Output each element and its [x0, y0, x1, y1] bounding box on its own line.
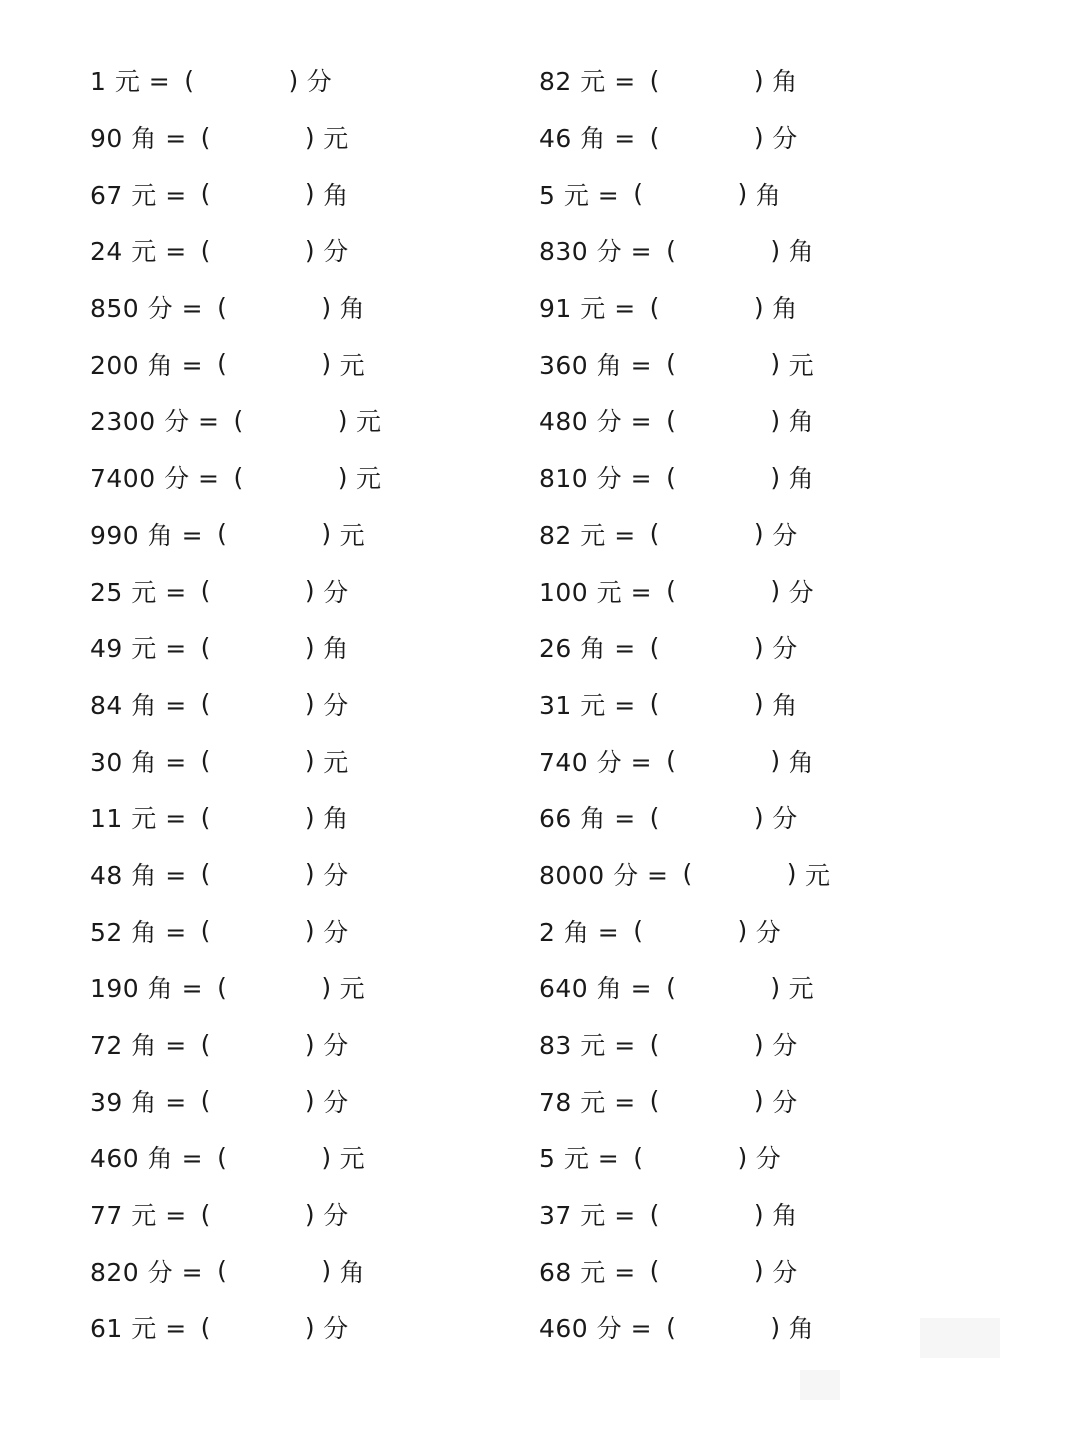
close-paren: ) — [321, 519, 332, 549]
target-unit: 元 — [339, 1144, 366, 1174]
given-amount: 810 分 = — [539, 464, 653, 494]
open-paren: ( — [666, 746, 677, 776]
conversion-problem — [539, 1186, 959, 1243]
conversion-problem — [539, 449, 959, 506]
close-paren: ) — [770, 972, 781, 1002]
given-amount: 740 分 = — [539, 747, 653, 777]
target-unit: 分 — [755, 917, 782, 947]
close-paren: ) — [304, 179, 316, 209]
conversion-problem — [90, 52, 510, 109]
open-paren: ( — [233, 405, 244, 435]
open-paren: ( — [217, 349, 228, 379]
target-unit: 角 — [755, 180, 782, 210]
conversion-problem — [539, 165, 959, 222]
conversion-problem — [90, 789, 510, 846]
conversion-problem — [539, 676, 959, 733]
close-paren: ) — [753, 632, 765, 662]
given-amount: 90 角 = — [90, 124, 187, 154]
open-paren: ( — [666, 405, 677, 435]
close-paren: ) — [753, 519, 765, 549]
conversion-problem — [90, 165, 510, 222]
given-amount: 82 元 = — [539, 67, 636, 97]
open-paren: ( — [649, 65, 660, 95]
given-amount: 25 元 = — [90, 577, 187, 607]
conversion-problem — [539, 222, 959, 279]
close-paren: ) — [304, 746, 316, 776]
close-paren: ) — [304, 235, 316, 265]
close-paren: ) — [304, 122, 316, 152]
close-paren: ) — [304, 689, 316, 719]
open-paren: ( — [217, 972, 228, 1002]
conversion-problem — [539, 392, 959, 449]
open-paren: ( — [649, 1029, 660, 1059]
conversion-problem — [90, 449, 510, 506]
target-unit: 角 — [772, 690, 798, 720]
target-unit: 元 — [323, 747, 349, 777]
open-paren: ( — [649, 1199, 660, 1229]
given-amount: 66 角 = — [539, 804, 636, 834]
target-unit: 分 — [323, 1201, 349, 1231]
given-amount: 49 元 = — [90, 634, 187, 664]
close-paren: ) — [786, 859, 797, 889]
open-paren: ( — [200, 859, 211, 889]
close-paren: ) — [770, 462, 781, 492]
close-paren: ) — [770, 405, 781, 435]
conversion-problem — [90, 279, 510, 336]
conversion-problem — [90, 335, 510, 392]
target-unit: 角 — [788, 407, 815, 437]
close-paren: ) — [304, 576, 316, 606]
scan-smudge — [920, 1318, 1000, 1358]
open-paren: ( — [200, 1312, 211, 1342]
given-amount: 820 分 = — [90, 1257, 204, 1287]
target-unit: 分 — [772, 520, 798, 550]
open-paren: ( — [633, 916, 644, 946]
close-paren: ) — [753, 1256, 765, 1286]
given-amount: 48 角 = — [90, 860, 187, 890]
close-paren: ) — [321, 1256, 332, 1286]
close-paren: ) — [321, 1142, 332, 1172]
conversion-problem — [90, 1016, 510, 1073]
close-paren: ) — [770, 349, 781, 379]
given-amount: 480 分 = — [539, 407, 653, 437]
open-paren: ( — [649, 1256, 660, 1286]
given-amount: 190 角 = — [90, 974, 204, 1004]
target-unit: 元 — [805, 860, 831, 890]
given-amount: 11 元 = — [90, 804, 187, 834]
given-amount: 830 分 = — [539, 237, 653, 267]
open-paren: ( — [217, 292, 228, 322]
close-paren: ) — [753, 65, 765, 95]
close-paren: ) — [737, 916, 748, 946]
close-paren: ) — [304, 916, 316, 946]
given-amount: 68 元 = — [539, 1257, 636, 1287]
open-paren: ( — [633, 179, 644, 209]
conversion-problem — [90, 1129, 510, 1186]
conversion-problem — [90, 506, 510, 563]
target-unit: 元 — [339, 350, 366, 380]
close-paren: ) — [304, 632, 316, 662]
close-paren: ) — [770, 235, 781, 265]
target-unit: 分 — [323, 690, 349, 720]
target-unit: 分 — [323, 1087, 349, 1117]
given-amount: 26 角 = — [539, 634, 636, 664]
conversion-problem — [90, 392, 510, 449]
close-paren: ) — [288, 65, 299, 95]
open-paren: ( — [649, 519, 660, 549]
close-paren: ) — [321, 972, 332, 1002]
given-amount: 990 角 = — [90, 520, 204, 550]
close-paren: ) — [753, 802, 765, 832]
close-paren: ) — [753, 1029, 765, 1059]
given-amount: 360 角 = — [539, 350, 653, 380]
conversion-problem — [539, 1016, 959, 1073]
target-unit: 分 — [772, 1257, 798, 1287]
conversion-problem — [90, 1072, 510, 1129]
conversion-problem — [539, 279, 959, 336]
given-amount: 8000 分 = — [539, 860, 669, 890]
close-paren: ) — [304, 1029, 316, 1059]
open-paren: ( — [649, 632, 660, 662]
target-unit: 分 — [306, 67, 333, 97]
target-unit: 分 — [772, 1031, 798, 1061]
given-amount: 640 角 = — [539, 974, 653, 1004]
open-paren: ( — [666, 972, 677, 1002]
conversion-problem — [90, 959, 510, 1016]
target-unit: 分 — [772, 124, 798, 154]
close-paren: ) — [321, 292, 332, 322]
open-paren: ( — [184, 65, 195, 95]
target-unit: 分 — [323, 577, 349, 607]
conversion-problem — [90, 732, 510, 789]
conversion-problem — [539, 619, 959, 676]
open-paren: ( — [217, 1142, 228, 1172]
conversion-problem — [539, 1242, 959, 1299]
target-unit: 分 — [788, 577, 815, 607]
given-amount: 850 分 = — [90, 294, 204, 324]
conversion-problem — [539, 109, 959, 166]
open-paren: ( — [217, 1256, 228, 1286]
conversion-problem — [539, 1129, 959, 1186]
target-unit: 分 — [772, 634, 798, 664]
conversion-problem — [90, 619, 510, 676]
given-amount: 77 元 = — [90, 1201, 187, 1231]
open-paren: ( — [649, 689, 660, 719]
given-amount: 200 角 = — [90, 350, 204, 380]
open-paren: ( — [200, 746, 211, 776]
given-amount: 39 角 = — [90, 1087, 187, 1117]
open-paren: ( — [200, 122, 211, 152]
given-amount: 72 角 = — [90, 1031, 187, 1061]
close-paren: ) — [753, 292, 765, 322]
given-amount: 2300 分 = — [90, 407, 220, 437]
target-unit: 元 — [339, 974, 366, 1004]
close-paren: ) — [753, 1199, 765, 1229]
open-paren: ( — [666, 235, 677, 265]
right-problem-column — [539, 52, 959, 1356]
given-amount: 1 元 = — [90, 67, 171, 97]
conversion-problem — [539, 506, 959, 563]
target-unit: 角 — [323, 634, 349, 664]
target-unit: 元 — [323, 124, 349, 154]
close-paren: ) — [770, 746, 781, 776]
close-paren: ) — [753, 689, 765, 719]
target-unit: 角 — [323, 804, 349, 834]
given-amount: 100 元 = — [539, 577, 653, 607]
given-amount: 460 角 = — [90, 1144, 204, 1174]
open-paren: ( — [200, 916, 211, 946]
conversion-problem — [539, 959, 959, 1016]
conversion-problem — [539, 1299, 959, 1356]
target-unit: 角 — [788, 237, 815, 267]
conversion-problem — [90, 562, 510, 619]
given-amount: 82 元 = — [539, 520, 636, 550]
close-paren: ) — [337, 405, 348, 435]
target-unit: 元 — [356, 464, 382, 494]
conversion-problem — [539, 789, 959, 846]
close-paren: ) — [753, 1086, 765, 1116]
conversion-problem — [539, 732, 959, 789]
target-unit: 分 — [323, 860, 349, 890]
open-paren: ( — [649, 122, 660, 152]
given-amount: 67 元 = — [90, 180, 187, 210]
target-unit: 角 — [788, 747, 815, 777]
given-amount: 460 分 = — [539, 1314, 653, 1344]
given-amount: 31 元 = — [539, 690, 636, 720]
open-paren: ( — [649, 292, 660, 322]
target-unit: 分 — [323, 917, 349, 947]
conversion-problem — [539, 562, 959, 619]
given-amount: 5 元 = — [539, 1144, 620, 1174]
open-paren: ( — [666, 576, 677, 606]
given-amount: 24 元 = — [90, 237, 187, 267]
given-amount: 46 角 = — [539, 124, 636, 154]
target-unit: 角 — [339, 1257, 366, 1287]
given-amount: 84 角 = — [90, 690, 187, 720]
close-paren: ) — [770, 576, 781, 606]
open-paren: ( — [682, 859, 693, 889]
conversion-problem — [90, 676, 510, 733]
open-paren: ( — [666, 349, 677, 379]
close-paren: ) — [770, 1312, 781, 1342]
open-paren: ( — [233, 462, 244, 492]
close-paren: ) — [737, 1142, 748, 1172]
target-unit: 元 — [339, 520, 366, 550]
target-unit: 角 — [772, 1201, 798, 1231]
conversion-problem — [90, 1186, 510, 1243]
open-paren: ( — [649, 802, 660, 832]
open-paren: ( — [200, 179, 211, 209]
given-amount: 91 元 = — [539, 294, 636, 324]
open-paren: ( — [200, 632, 211, 662]
conversion-problem — [539, 335, 959, 392]
given-amount: 5 元 = — [539, 180, 620, 210]
open-paren: ( — [200, 576, 211, 606]
open-paren: ( — [200, 1086, 211, 1116]
target-unit: 角 — [772, 67, 798, 97]
target-unit: 角 — [323, 180, 349, 210]
given-amount: 61 元 = — [90, 1314, 187, 1344]
target-unit: 分 — [772, 1087, 798, 1117]
close-paren: ) — [337, 462, 348, 492]
target-unit: 角 — [788, 464, 815, 494]
conversion-problem — [539, 52, 959, 109]
conversion-problem — [90, 222, 510, 279]
open-paren: ( — [217, 519, 228, 549]
given-amount: 52 角 = — [90, 917, 187, 947]
target-unit: 元 — [356, 407, 382, 437]
conversion-problem — [539, 846, 959, 903]
target-unit: 分 — [323, 1314, 349, 1344]
conversion-problem — [90, 1299, 510, 1356]
close-paren: ) — [304, 1199, 316, 1229]
conversion-problem — [90, 846, 510, 903]
open-paren: ( — [200, 235, 211, 265]
conversion-problem — [90, 902, 510, 959]
target-unit: 分 — [772, 804, 798, 834]
conversion-problem — [539, 902, 959, 959]
target-unit: 元 — [788, 350, 815, 380]
left-problem-column — [90, 52, 510, 1356]
given-amount: 2 角 = — [539, 917, 620, 947]
target-unit: 分 — [755, 1144, 782, 1174]
open-paren: ( — [649, 1086, 660, 1116]
open-paren: ( — [666, 462, 677, 492]
given-amount: 30 角 = — [90, 747, 187, 777]
given-amount: 78 元 = — [539, 1087, 636, 1117]
open-paren: ( — [633, 1142, 644, 1172]
target-unit: 角 — [339, 294, 366, 324]
scan-smudge — [800, 1370, 840, 1400]
open-paren: ( — [200, 802, 211, 832]
open-paren: ( — [666, 1312, 677, 1342]
close-paren: ) — [737, 179, 748, 209]
given-amount: 7400 分 = — [90, 464, 220, 494]
target-unit: 分 — [323, 237, 349, 267]
target-unit: 角 — [788, 1314, 815, 1344]
given-amount: 83 元 = — [539, 1031, 636, 1061]
close-paren: ) — [304, 1312, 316, 1342]
close-paren: ) — [753, 122, 765, 152]
conversion-problem — [539, 1072, 959, 1129]
target-unit: 角 — [772, 294, 798, 324]
conversion-problem — [90, 1242, 510, 1299]
close-paren: ) — [304, 859, 316, 889]
conversion-problem — [90, 109, 510, 166]
given-amount: 37 元 = — [539, 1201, 636, 1231]
open-paren: ( — [200, 1199, 211, 1229]
open-paren: ( — [200, 1029, 211, 1059]
close-paren: ) — [304, 802, 316, 832]
target-unit: 元 — [788, 974, 815, 1004]
open-paren: ( — [200, 689, 211, 719]
close-paren: ) — [321, 349, 332, 379]
target-unit: 分 — [323, 1031, 349, 1061]
close-paren: ) — [304, 1086, 316, 1116]
